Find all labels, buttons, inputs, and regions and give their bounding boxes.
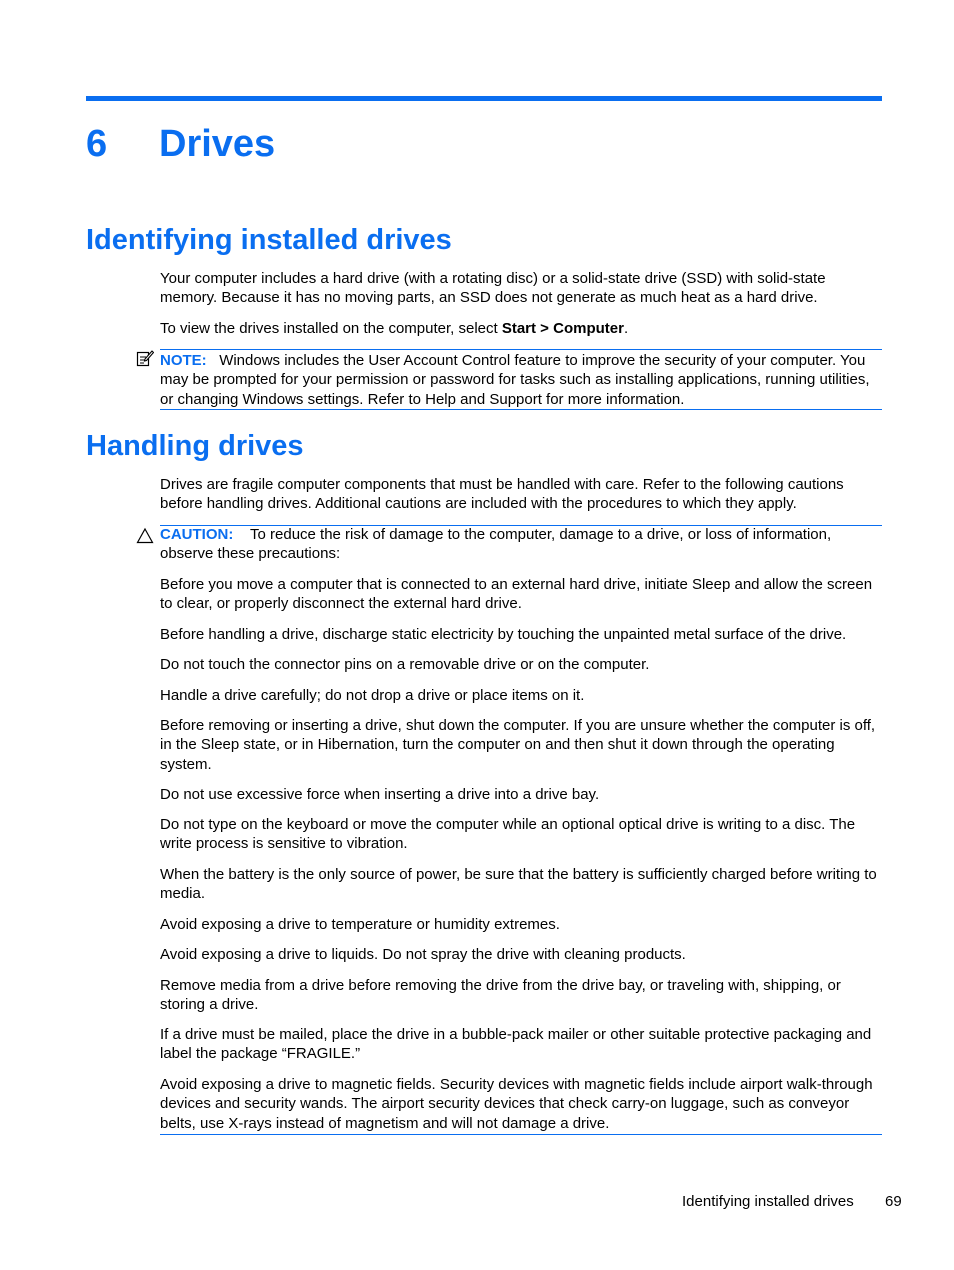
caution-item: Handle a drive carefully; do not drop a drive or place items on it.	[160, 687, 585, 704]
caution-item: Do not type on the keyboard or move the computer while an optional optical drive is writing to a disc. The write process is sensitive to vibration.	[160, 816, 856, 853]
chapter-title	[86, 120, 275, 168]
caution-item: Avoid exposing a drive to liquids. Do not spray the drive with cleaning products.	[160, 946, 686, 963]
note-body: Windows includes the User Account Control feature to improve the security of your computer. You may be prompted for your permission or password for tasks such as installing applications, running utilities, or changing Windows settings. Refer to Help and Support for more information.	[160, 352, 870, 408]
caution-triangle-icon	[136, 527, 154, 545]
caution-item: Remove media from a drive before removing the drive from the drive bay, or traveling with, shipping, or storing a drive.	[160, 977, 841, 1014]
footer-section-title: Identifying installed drives	[682, 1193, 854, 1210]
caution-item: When the battery is the only source of power, be sure that the battery is sufficiently charged before writing to media.	[160, 866, 877, 903]
chapter-name: Drives	[159, 123, 276, 165]
caution-item: If a drive must be mailed, place the drive in a bubble-pack mailer or other suitable protective packaging and label the package “FRAGILE.”	[160, 1026, 872, 1063]
caution-text	[160, 525, 882, 564]
caution-item: Do not use excessive force when inserting a drive into a drive bay.	[160, 786, 600, 803]
note-text	[160, 351, 882, 409]
section-heading-identifying: Identifying installed drives	[86, 224, 452, 256]
section1-paragraph-1: Your computer includes a hard drive (with a rotating disc) or a solid-state drive (SSD) with solid-state memory. Because it has no moving parts, an SSD does not generate as much heat as a hard drive.	[160, 270, 826, 307]
caution-item: Avoid exposing a drive to magnetic fields. Security devices with magnetic fields include airport walk-through devices and security wands. The airport security devices that check carry-on luggage, such as conveyor belts, use X-rays instead of magnetism and will not damage a drive.	[160, 1076, 873, 1132]
section1-paragraph-2	[160, 319, 882, 338]
note-label: NOTE:	[160, 352, 207, 369]
section-heading-handling: Handling drives	[86, 430, 304, 462]
section2-paragraph-1: Drives are fragile computer components that must be handled with care. Refer to the following cautions before handling drives. Additional cautions are included with the procedures to which they apply.	[160, 476, 844, 513]
chapter-number: 6	[86, 123, 108, 165]
caution-body: To reduce the risk of damage to the computer, damage to a drive, or loss of information, observe these precautions:	[160, 526, 832, 563]
caution-label: CAUTION:	[160, 526, 234, 543]
chapter-rule	[86, 96, 882, 101]
para2-suffix: .	[623, 320, 629, 337]
caution-item: Before you move a computer that is connected to an external hard drive, initiate Sleep and allow the screen to clear, or properly disconnect the external hard drive.	[160, 576, 873, 613]
note-box	[160, 349, 882, 410]
caution-item: Before removing or inserting a drive, shut down the computer. If you are unsure whether the computer is off, in the Sleep state, or in Hibernation, turn the computer on and then shut it down through the operating system.	[160, 717, 876, 773]
caution-item: Before handling a drive, discharge static electricity by touching the unpainted metal surface of the drive.	[160, 626, 847, 643]
start-computer-path: Start > Computer	[501, 320, 624, 337]
para2-prefix: To view the drives installed on the computer, select	[160, 320, 502, 337]
caution-item: Do not touch the connector pins on a removable drive or on the computer.	[160, 656, 650, 673]
note-icon	[136, 349, 154, 367]
footer-page-number: 69	[885, 1193, 902, 1210]
caution-item: Avoid exposing a drive to temperature or humidity extremes.	[160, 916, 560, 933]
